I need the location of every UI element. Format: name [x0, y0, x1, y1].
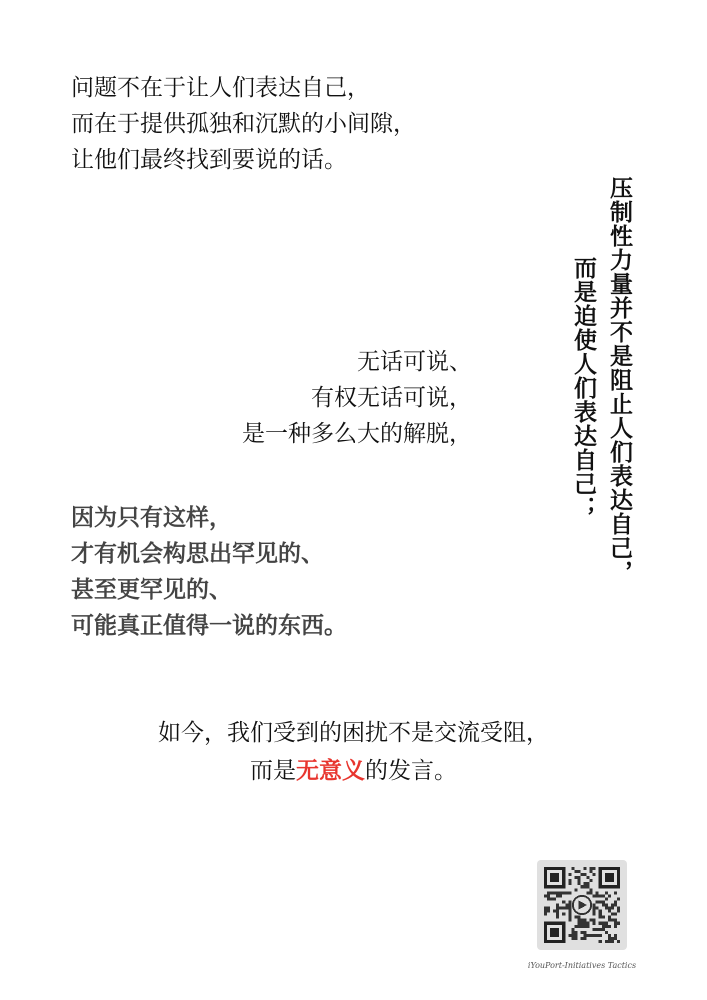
- qr-code: [537, 860, 627, 950]
- top-paragraph: [71, 70, 416, 178]
- top-paragraph-line: 而在于提供孤独和沉默的小间隙，: [71, 111, 416, 137]
- bold-paragraph-line: 甚至更罕见的、: [71, 577, 232, 603]
- bottom-paragraph-line-2: [0, 752, 707, 790]
- top-paragraph-line: 让他们最终找到要说的话。: [71, 147, 347, 173]
- bold-paragraph-line: 可能真正值得一说的东西。: [71, 613, 347, 639]
- bold-paragraph-line: 因为只有这样，: [71, 505, 232, 531]
- highlight-meaningless: 无意义: [296, 758, 365, 784]
- middle-paragraph-line: 无话可说、: [357, 349, 472, 375]
- middle-paragraph-line: 有权无话可说，: [311, 385, 472, 411]
- bottom-line2-prefix: 而是: [250, 758, 296, 784]
- vertical-text-right: 压制性力量并不是阻止人们表达自己，: [606, 176, 632, 584]
- bottom-paragraph-line-1: 如今，我们受到的困扰不是交流受阻，: [158, 720, 549, 746]
- vertical-text-left: 而是迫使人们表达自己；: [570, 256, 596, 520]
- top-paragraph-line: 问题不在于让人们表达自己，: [71, 75, 370, 101]
- qr-code-icon: [544, 867, 620, 943]
- middle-paragraph: [242, 344, 472, 452]
- bottom-paragraph: [0, 714, 707, 790]
- bold-paragraph: [71, 500, 347, 644]
- bold-paragraph-line: 才有机会构思出罕见的、: [71, 541, 324, 567]
- signature: iYouPort-Initiatives Tactics: [527, 961, 637, 970]
- middle-paragraph-line: 是一种多么大的解脱，: [242, 421, 472, 447]
- bottom-line2-suffix: 的发言。: [365, 758, 457, 784]
